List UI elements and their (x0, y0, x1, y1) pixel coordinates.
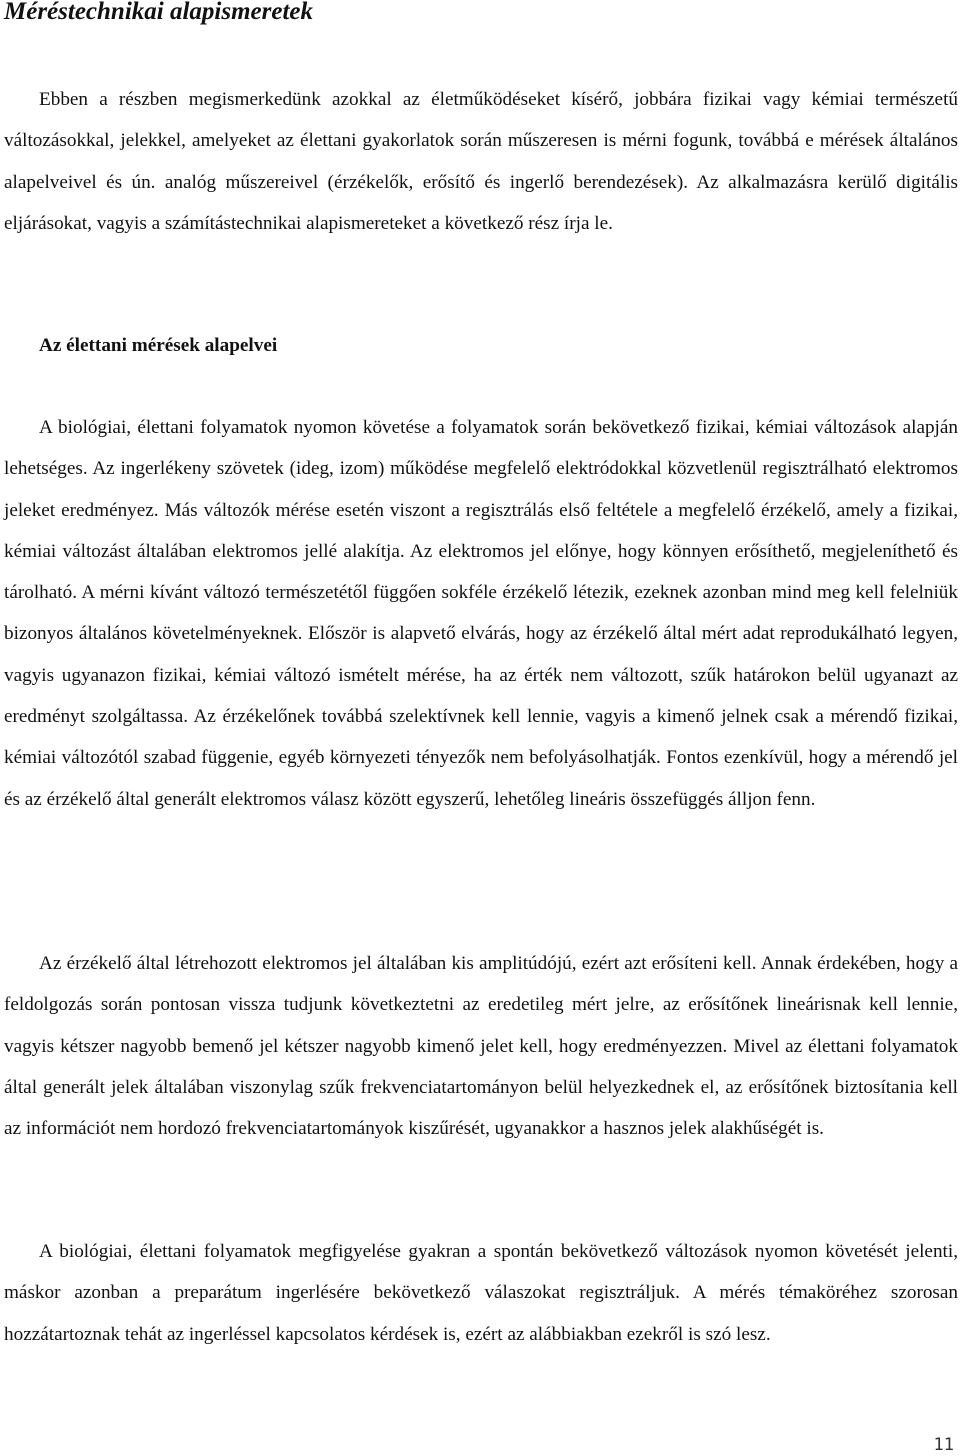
section-heading: Az élettani mérések alapelvei (39, 335, 278, 356)
page-number: 11 (933, 1435, 954, 1455)
intro-paragraph: Ebben a részben megismerkedünk azokkal az életműködéseket kísérő, jobbára fizikai vagy kémiai természetű változásokkal, jelekkel, amelyeket az élettani gyakorlatok során műszeresen is mérni fogunk, továbbá e mérések általános alapelveivel és ún. analóg műszereivel (érzékelők, erősítő és ingerlő berendezések). Az alkalmazásra kerülő digitális eljárásokat, vagyis a számítástechnikai alapismereteket a következő rész írja le. (4, 89, 958, 234)
body-paragraph: A biológiai, élettani folyamatok nyomon követése a folyamatok során bekövetkező fizikai, kémiai változások alapján lehetséges. Az ingerlékeny szövetek (ideg, izom) működése megfelelő elektródokkal közvetlenül regisztrálható elektromos jeleket eredményez. Más változók mérése esetén viszont a regisztrálás első feltétele a megfelelő érzékelő, amely a fizikai, kémiai változást általában elektromos jellé alakítja. Az elektromos jel előnye, hogy könnyen erősíthető, megjeleníthető és tárolható. A mérni kívánt változó természetétől függően sokféle érzékelő létezik, ezeknek azonban mind meg kell felelniük bizonyos általános követelményeknek. Először is alapvető elvárás, hogy az érzékelő által mért adat reprodukálható legyen, vagyis ugyanazon fizikai, kémiai változó ismételt mérése, ha az érték nem változott, szűk határokon belül ugyanazt az eredményt szolgáltassa. Az érzékelőnek továbbá szelektívnek kell lennie, vagyis a kimenő jelnek csak a mérendő fizikai, kémiai változótól szabad függenie, egyéb környezeti tényezők nem befolyásolhatják. Fontos ezenkívül, hogy a mérendő jel és az érzékelő által generált elektromos válasz között egyszerű, lehetőleg lineáris összefüggés álljon fenn. (4, 417, 958, 810)
body-paragraph: A biológiai, élettani folyamatok megfigyelése gyakran a spontán bekövetkező változások nyomon követését jelenti, máskor azonban a preparátum ingerlésére bekövetkező válaszokat regisztráljuk. A mérés témaköréhez szorosan hozzátartoznak tehát az ingerléssel kapcsolatos kérdések is, ezért az alábbiakban ezekről is szó lesz. (4, 1241, 958, 1345)
body-paragraph: Az érzékelő által létrehozott elektromos jel általában kis amplitúdójú, ezért azt erősíteni kell. Annak érdekében, hogy a feldolgozás során pontosan vissza tudjunk következtetni az eredetileg mért jelre, az erősítőnek lineárisnak kell lennie, vagyis kétszer nagyobb bemenő jel kétszer nagyobb kimenő jelet kell, hogy eredményezzen. Mivel az élettani folyamatok által generált jelek általában viszonylag szűk frekvenciatartományon belül helyezkednek el, az erősítőnek biztosítania kell az információt nem hordozó frekvenciatartományok kiszűrését, ugyanakkor a hasznos jelek alakhűségét is. (4, 953, 958, 1140)
page-title: Méréstechnikai alapismeretek (4, 0, 313, 25)
